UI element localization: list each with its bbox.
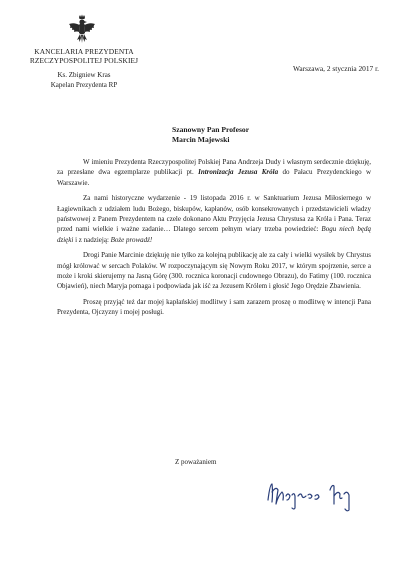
paragraph-1-text-a: W imieniu Prezydenta Rzeczypospolitej Polskiej Pana Andrzeja Dudy i własnym serdecznie dziękuję, za przesłane dwa egzemplarze publikacji pt. — [57, 158, 371, 177]
recipient-block — [172, 125, 249, 144]
paragraph-1-text-b: do Pałacu Prezydenckiego w Warszawie. — [57, 168, 372, 187]
eagle-emblem-icon — [68, 14, 96, 44]
recipient-name: Marcin Majewski — [172, 134, 230, 144]
office-line-2: RZECZYPOSPOLITEJ POLSKIEJ — [29, 56, 139, 65]
closing-phrase: Z poważaniem — [175, 458, 217, 466]
paragraph-1 — [57, 157, 371, 188]
sender-block — [24, 71, 144, 90]
office-name — [24, 47, 144, 65]
quote-guide: Boże prowadź! — [110, 235, 153, 244]
sender-name: Ks. Zbigniew Kras — [57, 71, 111, 79]
recipient-salutation: Szanowny Pan Profesor — [172, 125, 250, 134]
publication-title: Intronizacja Jezusa Króla — [198, 168, 279, 177]
office-line-1: KANCELARIA PREZYDENTA — [34, 47, 134, 56]
sender-title: Kapelan Prezydenta RP — [50, 80, 118, 89]
paragraph-4: Proszę przyjąć też dar mojej kapłańskiej modlitwy i sam zarazem proszę o modlitwę w intencji Pana Prezydenta, Ojczyzny i mojej posługi. — [57, 298, 371, 317]
place-date: Warszawa, 2 stycznia 2017 r. — [292, 64, 379, 73]
handwritten-signature-icon — [262, 478, 372, 514]
paragraph-2-text-a: Za nami historyczne wydarzenie - 19 listopada 2016 r. w Sanktuarium Jezusa Miłosiernego w Łagiewnikach z udziałem ludu Bożego, biskupów, kapłanów, osób konsekrowanych i przedstawicieli władzy państwowej z Panem Prezydentem na czele dokonano Aktu Przyjęcia Jezusa Chrystusa za Króla i Pana. Teraz przed nami wielkie i ważne zadanie… Dlatego sercem pełnym wiary trzeba powiedzieć: — [57, 194, 371, 234]
letter-body — [57, 157, 371, 323]
paragraph-2-text-b: i z nadzieją: — [73, 235, 111, 244]
paragraph-3: Drogi Panie Marcinie dziękuję nie tylko za kolejną publikację ale za cały i wielki wysiłek by Chrystus mógł królować w sercach Polaków. W rozpoczynającym się Nowym Roku 2017, w którym spojrzenie, serce a może i kroki skierujemy na Jasną Górę (300. rocznica koronacji cudownego Obrazu), do Fatimy (100. rocznica Objawień), niech Maryja pomaga i podpowiada jak iść za Jezusem Królem i głosić Jego Orędzie Zbawienia. — [57, 251, 371, 291]
paragraph-2 — [57, 193, 371, 244]
quote-thanks: Bogu niech będą dzięki — [57, 225, 372, 244]
